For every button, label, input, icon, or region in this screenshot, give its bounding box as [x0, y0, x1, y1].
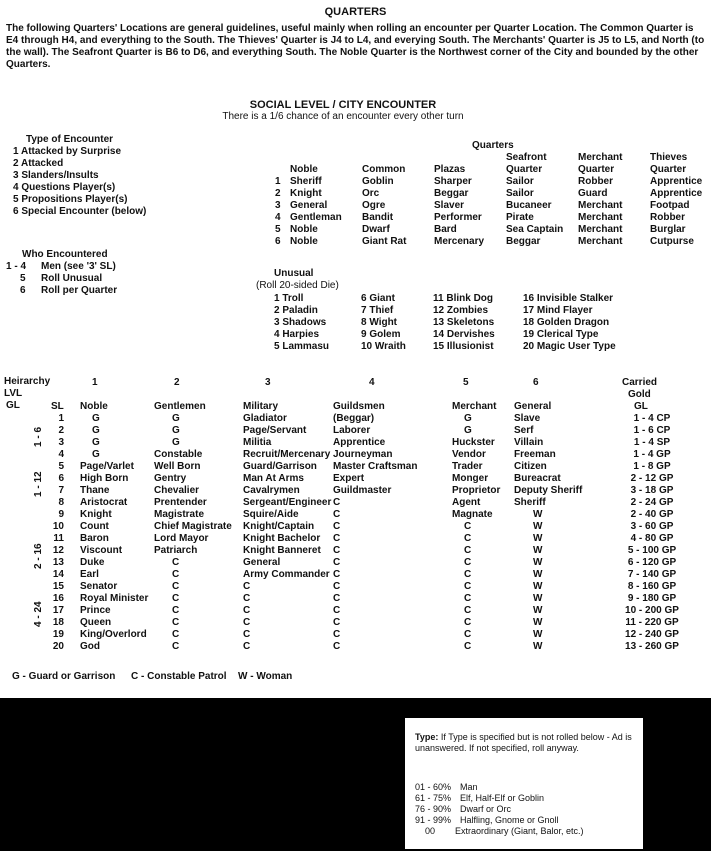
quarters-cell: Noble — [290, 224, 318, 235]
carried-gold: 5 - 100 GP — [627, 545, 677, 556]
quarters-column-header: Noble — [290, 164, 318, 175]
hierarchy-cell: W — [533, 569, 543, 580]
hierarchy-cell: Count — [80, 521, 109, 532]
hierarchy-column-number: 5 — [463, 377, 469, 388]
encounter-type-item: 4 Questions Player(s) — [13, 182, 116, 193]
quarters-roll: 6 — [275, 236, 281, 247]
hierarchy-cell: Prentender — [154, 497, 207, 508]
unusual-item: 5 Lammasu — [274, 341, 330, 352]
quarters-cell: Beggar — [506, 236, 541, 247]
type-desc: Dwarf or Orc — [460, 804, 512, 814]
quarters-column-header: Merchant — [578, 152, 623, 163]
hierarchy-cell: Vendor — [452, 449, 486, 460]
hierarchy-cell: C — [464, 593, 472, 604]
sl-label: SL — [51, 401, 64, 412]
hierarchy-cell: Senator — [80, 581, 118, 592]
quarters-cell: Dwarf — [362, 224, 390, 235]
hierarchy-cell: General — [243, 557, 281, 568]
hierarchy-cell: Thane — [80, 485, 110, 496]
page-title: QUARTERS — [324, 6, 387, 18]
quarters-cell: Robber — [650, 212, 685, 223]
hierarchy-cell: Gladiator — [243, 413, 287, 424]
hierarchy-cell: C — [333, 629, 341, 640]
carried-gold: 11 - 220 GP — [625, 617, 679, 628]
carried-gold: 2 - 24 GP — [630, 497, 674, 508]
unusual-item: 20 Magic User Type — [523, 341, 616, 352]
quarters-cell: Beggar — [434, 188, 469, 199]
hierarchy-cell: Knight/Captain — [243, 521, 315, 532]
hierarchy-cell: C — [172, 641, 180, 652]
hierarchy-cell: W — [533, 617, 543, 628]
quarters-roll: 3 — [275, 200, 281, 211]
quarters-cell: Merchant — [578, 236, 623, 247]
type-desc: Extraordinary (Giant, Balor, etc.) — [455, 826, 584, 836]
hierarchy-cell: C — [243, 605, 251, 616]
quarters-cell: Bard — [434, 224, 457, 235]
hierarchy-cell: Bureacrat — [514, 473, 561, 484]
hierarchy-cell: C — [172, 629, 180, 640]
carried-gold: 1 - 8 GP — [633, 461, 671, 472]
social-level: 15 — [52, 581, 64, 592]
quarters-cell: Knight — [290, 188, 322, 199]
social-level: 7 — [58, 485, 64, 496]
hierarchy-cell: C — [464, 533, 472, 544]
hierarchy-cell: W — [533, 533, 543, 544]
quarters-column-header: Thieves — [650, 152, 688, 163]
hierarchy-label: Heirarchy — [4, 376, 51, 387]
carried-gold: 3 - 60 GP — [630, 521, 674, 532]
hierarchy-cell: Lord Mayor — [154, 533, 209, 544]
carried-gold: 12 - 240 GP — [625, 629, 679, 640]
gl-group-label: 1 - 6 — [33, 426, 44, 447]
social-level: 13 — [52, 557, 64, 568]
hierarchy-cell: C — [333, 533, 341, 544]
quarters-column-header: Quarter — [650, 164, 687, 175]
hierarchy-cell: G — [172, 437, 180, 448]
type-box — [405, 718, 643, 849]
hierarchy-cell: Earl — [80, 569, 99, 580]
hierarchy-cell: C — [333, 581, 341, 592]
type-range: 00 — [425, 826, 436, 836]
hierarchy-cell: Guard/Garrison — [243, 461, 317, 472]
carried-label-3: GL — [634, 401, 648, 412]
carried-gold: 1 - 4 SP — [633, 437, 671, 448]
quarters-cell: Performer — [434, 212, 482, 223]
hierarchy-cell: C — [243, 617, 251, 628]
who-encountered-heading: Who Encountered — [22, 249, 108, 260]
carried-gold: 3 - 18 GP — [630, 485, 674, 496]
type-of-encounter-heading: Type of Encounter — [26, 134, 114, 145]
hierarchy-cell: C — [172, 593, 180, 604]
encounter-type-item: 6 Special Encounter (below) — [13, 206, 147, 217]
hierarchy-cell: Page/Varlet — [80, 461, 134, 472]
social-level: 1 — [58, 413, 64, 424]
hierarchy-cell: Chief Magistrate — [154, 521, 232, 532]
hierarchy-cell: Knight Bachelor — [243, 533, 321, 544]
type-range: 61 - 75% — [415, 793, 452, 803]
unusual-item: 3 Shadows — [274, 317, 327, 328]
hierarchy-cell: Duke — [80, 557, 105, 568]
carried-label-2: Gold — [628, 389, 651, 400]
hierarchy-cell: C — [333, 545, 341, 556]
hierarchy-cell: C — [172, 617, 180, 628]
quarters-cell: Pirate — [506, 212, 534, 223]
quarters-cell: Burglar — [650, 224, 686, 235]
hierarchy-cell: Master Craftsman — [333, 461, 418, 472]
hierarchy-cell: King/Overlord — [80, 629, 147, 640]
hierarchy-cell: Patriarch — [154, 545, 198, 556]
hierarchy-cell: Deputy Sheriff — [514, 485, 583, 496]
quarters-cell: Merchant — [578, 224, 623, 235]
hierarchy-cell: Agent — [452, 497, 481, 508]
type-range: 01 - 60% — [415, 782, 452, 792]
hierarchy-cell: C — [172, 605, 180, 616]
hierarchy-cell: C — [464, 569, 472, 580]
quarters-cell: Sheriff — [290, 176, 322, 187]
type-box-label: Type: — [415, 732, 439, 742]
gl-group-label: 2 - 16 — [33, 543, 44, 569]
quarters-cell: Apprentice — [650, 176, 703, 187]
hierarchy-cell: Citizen — [514, 461, 547, 472]
hierarchy-cell: Chevalier — [154, 485, 200, 496]
hierarchy-cell: Apprentice — [333, 437, 386, 448]
unusual-subheading: (Roll 20-sided Die) — [256, 280, 339, 291]
quarters-column-header: Quarter — [506, 164, 543, 175]
social-level: 19 — [52, 629, 64, 640]
hierarchy-cell: W — [533, 593, 543, 604]
social-level: 3 — [58, 437, 64, 448]
social-level: 8 — [58, 497, 64, 508]
hierarchy-cell: Serf — [514, 425, 534, 436]
carried-gold: 4 - 80 GP — [630, 533, 674, 544]
hierarchy-cell: Proprietor — [452, 485, 501, 496]
quarters-cell: Orc — [362, 188, 380, 199]
hierarchy-cell: C — [464, 545, 472, 556]
hierarchy-cell: C — [464, 641, 472, 652]
quarters-cell: Goblin — [362, 176, 394, 187]
quarters-cell: General — [290, 200, 328, 211]
hierarchy-cell: W — [533, 605, 543, 616]
hierarchy-cell: W — [533, 581, 543, 592]
hierarchy-cell: Cavalrymen — [243, 485, 300, 496]
hierarchy-column-name: Military — [243, 401, 279, 412]
social-level: 9 — [58, 509, 64, 520]
quarters-cell: Merchant — [578, 212, 623, 223]
quarters-roll: 1 — [275, 176, 281, 187]
hierarchy-cell: C — [333, 605, 341, 616]
unusual-item: 13 Skeletons — [433, 317, 495, 328]
unusual-item: 8 Wight — [361, 317, 398, 328]
unusual-item: 7 Thief — [361, 305, 394, 316]
quarters-cell: Bandit — [362, 212, 394, 223]
quarters-cell: Merchant — [578, 200, 623, 211]
hierarchy-cell: Guildmaster — [333, 485, 392, 496]
hierarchy-cell: W — [533, 545, 543, 556]
type-desc: Man — [460, 782, 478, 792]
hierarchy-cell: Royal Minister — [80, 593, 149, 604]
hierarchy-cell: Sergeant/Engineer — [243, 497, 332, 508]
hierarchy-cell: Expert — [333, 473, 365, 484]
type-range: 76 - 90% — [415, 804, 452, 814]
who-encountered-text: Roll Unusual — [41, 273, 103, 284]
hierarchy-cell: Freeman — [514, 449, 556, 460]
unusual-item: 11 Blink Dog — [433, 293, 494, 304]
quarters-cell: Apprentice — [650, 188, 703, 199]
hierarchy-cell: C — [172, 557, 180, 568]
quarters-cell: Bucaneer — [506, 200, 552, 211]
social-heading: SOCIAL LEVEL / CITY ENCOUNTER — [249, 99, 437, 111]
hierarchy-cell: High Born — [80, 473, 129, 484]
carried-gold: 1 - 4 CP — [633, 413, 671, 424]
carried-gold: 2 - 40 GP — [630, 509, 674, 520]
unusual-item: 16 Invisible Stalker — [523, 293, 614, 304]
unusual-item: 9 Golem — [361, 329, 401, 340]
who-encountered-roll: 6 — [20, 285, 26, 296]
gl-group-label: 1 - 12 — [33, 471, 44, 497]
unusual-heading: Unusual — [274, 268, 314, 279]
hierarchy-column-name: Guildsmen — [333, 401, 385, 412]
carried-gold: 1 - 6 CP — [633, 425, 671, 436]
unusual-item: 18 Golden Dragon — [523, 317, 610, 328]
hierarchy-cell: C — [464, 617, 472, 628]
encounter-type-item: 1 Attacked by Surprise — [13, 146, 122, 157]
hierarchy-cell: Trader — [452, 461, 483, 472]
quarters-roll: 4 — [275, 212, 281, 223]
carried-gold: 10 - 200 GP — [625, 605, 679, 616]
quarters-heading: Quarters — [472, 140, 514, 151]
carried-gold: 2 - 12 GP — [630, 473, 674, 484]
hierarchy-cell: Baron — [80, 533, 109, 544]
carried-gold: 6 - 120 GP — [627, 557, 677, 568]
hierarchy-cell: Viscount — [80, 545, 123, 556]
unusual-item: 12 Zombies — [433, 305, 489, 316]
carried-gold: 9 - 180 GP — [627, 593, 677, 604]
hierarchy-cell: Knight — [80, 509, 112, 520]
gl-group-label: 4 - 24 — [33, 601, 44, 627]
hierarchy-cell: Journeyman — [333, 449, 393, 460]
quarters-cell: Noble — [290, 236, 318, 247]
carried-label-1: Carried — [622, 377, 658, 388]
hierarchy-cell: G — [92, 437, 100, 448]
unusual-item: 1 Troll — [274, 293, 304, 304]
hierarchy-cell: G — [92, 449, 100, 460]
hierarchy-cell: G — [464, 413, 472, 424]
social-level: 10 — [52, 521, 64, 532]
hierarchy-cell: C — [464, 581, 472, 592]
hierarchy-cell: Slave — [514, 413, 541, 424]
unusual-item: 2 Paladin — [274, 305, 318, 316]
social-level: 20 — [52, 641, 64, 652]
social-level: 17 — [52, 605, 64, 616]
social-level: 2 — [58, 425, 64, 436]
legend-item: W - Woman — [238, 671, 293, 682]
hierarchy-cell: Magistrate — [154, 509, 205, 520]
hierarchy-cell: C — [333, 521, 341, 532]
hierarchy-cell: W — [533, 629, 543, 640]
hierarchy-column-name: General — [514, 401, 552, 412]
hierarchy-cell: C — [464, 557, 472, 568]
hierarchy-cell: Villain — [514, 437, 544, 448]
hierarchy-cell: Prince — [80, 605, 111, 616]
hierarchy-cell: G — [92, 425, 100, 436]
hierarchy-cell: C — [333, 569, 341, 580]
legend-item: C - Constable Patrol — [131, 671, 227, 682]
unusual-item: 17 Mind Flayer — [523, 305, 593, 316]
hierarchy-cell: Magnate — [452, 509, 493, 520]
unusual-item: 10 Wraith — [361, 341, 406, 352]
hierarchy-cell: W — [533, 509, 543, 520]
encounter-type-item: 3 Slanders/Insults — [13, 170, 99, 181]
who-encountered-text: Men (see '3' SL) — [41, 261, 116, 272]
hierarchy-cell: C — [243, 641, 251, 652]
quarters-cell: Ogre — [362, 200, 386, 211]
encounter-type-item: 5 Propositions Player(s) — [13, 194, 128, 205]
hierarchy-cell: C — [333, 557, 341, 568]
hierarchy-cell: Monger — [452, 473, 489, 484]
carried-gold: 13 - 260 GP — [625, 641, 679, 652]
hierarchy-cell: C — [243, 581, 251, 592]
hierarchy-cell: Laborer — [333, 425, 371, 436]
quarters-cell: Sea Captain — [506, 224, 564, 235]
hierarchy-cell: Constable — [154, 449, 203, 460]
hierarchy-column-name: Noble — [80, 401, 108, 412]
hierarchy-cell: God — [80, 641, 100, 652]
who-encountered-roll: 1 - 4 — [6, 261, 27, 272]
quarters-roll: 5 — [275, 224, 281, 235]
quarters-cell: Giant Rat — [362, 236, 407, 247]
hierarchy-cell: C — [333, 593, 341, 604]
hierarchy-cell: G — [172, 425, 180, 436]
social-level: 5 — [58, 461, 64, 472]
quarters-column-header: Common — [362, 164, 406, 175]
quarters-column-header: Plazas — [434, 164, 466, 175]
quarters-roll: 2 — [275, 188, 281, 199]
hierarchy-cell: Sheriff — [514, 497, 546, 508]
hierarchy-cell: Squire/Aide — [243, 509, 299, 520]
hierarchy-cell: Huckster — [452, 437, 495, 448]
quarters-intro: The following Quarters' Locations are general guidelines, useful mainly when rolling an encounter per Quarter Location. The Common Quarter is E4 through H4, and everything to the South. The Thieves' Quarter is J4 to L4, and everying South. The Merchants' Quarter is J5 to L5, and North (to the wall). The Seafront Quarter is B6 to D6, and everything South. The Noble Quarter is the Northwest corner of the City and bounded by the other Quarters. — [6, 23, 705, 70]
quarters-cell: Footpad — [650, 200, 690, 211]
unusual-item: 6 Giant — [361, 293, 395, 304]
hierarchy-cell: G — [464, 425, 472, 436]
hierarchy-column-number: 3 — [265, 377, 271, 388]
hierarchy-cell: W — [533, 641, 543, 652]
carried-gold: 1 - 4 GP — [633, 449, 671, 460]
type-desc: Elf, Half-Elf or Goblin — [460, 793, 545, 803]
hierarchy-cell: Recruit/Mercenary — [243, 449, 331, 460]
hierarchy-cell: Man At Arms — [243, 473, 304, 484]
hierarchy-cell: W — [533, 557, 543, 568]
social-level: 11 — [53, 533, 64, 544]
hierarchy-cell: C — [172, 581, 180, 592]
hierarchy-cell: Gentry — [154, 473, 187, 484]
hierarchy-column-name: Merchant — [452, 401, 497, 412]
gl-label: GL — [6, 400, 20, 411]
quarters-cell: Guard — [578, 188, 608, 199]
hierarchy-cell: C — [333, 509, 341, 520]
hierarchy-cell: Queen — [80, 617, 112, 628]
type-desc: Halfling, Gnome or Gnoll — [460, 815, 559, 825]
social-level: 6 — [58, 473, 64, 484]
hierarchy-cell: C — [464, 629, 472, 640]
quarters-cell: Cutpurse — [650, 236, 694, 247]
hierarchy-column-number: 2 — [174, 377, 180, 388]
social-level: 14 — [52, 569, 64, 580]
hierarchy-cell: Page/Servant — [243, 425, 307, 436]
quarters-column-header: Seafront — [506, 152, 547, 163]
unusual-item: 19 Clerical Type — [523, 329, 599, 340]
quarters-cell: Sailor — [506, 176, 534, 187]
hierarchy-cell: G — [172, 413, 180, 424]
social-level: 4 — [58, 449, 64, 460]
hierarchy-cell: Well Born — [154, 461, 201, 472]
hierarchy-cell: Aristocrat — [80, 497, 128, 508]
hierarchy-cell: G — [92, 413, 100, 424]
type-box-note — [415, 732, 637, 754]
unusual-item: 14 Dervishes — [433, 329, 495, 340]
hierarchy-cell: C — [243, 593, 251, 604]
who-encountered-text: Roll per Quarter — [41, 285, 118, 296]
unusual-item: 15 Illusionist — [433, 341, 494, 352]
hierarchy-cell: (Beggar) — [333, 413, 375, 424]
hierarchy-cell: C — [172, 569, 180, 580]
quarters-cell: Sharper — [434, 176, 472, 187]
hierarchy-cell: Army Commander — [243, 569, 330, 580]
type-range: 91 - 99% — [415, 815, 452, 825]
hierarchy-column-number: 1 — [92, 377, 98, 388]
hierarchy-cell: C — [243, 629, 251, 640]
hierarchy-cell: Knight Banneret — [243, 545, 321, 556]
hierarchy-cell: C — [464, 605, 472, 616]
who-encountered-roll: 5 — [20, 273, 26, 284]
hierarchy-cell: C — [464, 521, 472, 532]
type-box-text: If Type is specified but is not rolled below - Ad is unanswered. If not specified, roll anyway. — [415, 732, 632, 753]
quarters-cell: Sailor — [506, 188, 534, 199]
hierarchy-cell: C — [333, 497, 341, 508]
hierarchy-cell: Militia — [243, 437, 272, 448]
quarters-cell: Mercenary — [434, 236, 485, 247]
social-subheading: There is a 1/6 chance of an encounter every other turn — [222, 111, 464, 122]
social-level: 12 — [52, 545, 64, 556]
legend-item: G - Guard or Garrison — [12, 671, 116, 682]
quarters-column-header: Quarter — [578, 164, 615, 175]
lvl-label: LVL — [4, 388, 23, 399]
hierarchy-column-number: 6 — [533, 377, 539, 388]
unusual-item: 4 Harpies — [274, 329, 320, 340]
quarters-cell: Slaver — [434, 200, 465, 211]
quarters-cell: Robber — [578, 176, 613, 187]
hierarchy-column-name: Gentlemen — [154, 401, 206, 412]
encounter-type-item: 2 Attacked — [13, 158, 64, 169]
hierarchy-cell: W — [533, 521, 543, 532]
hierarchy-cell: C — [333, 641, 341, 652]
hierarchy-cell: C — [333, 617, 341, 628]
quarters-cell: Gentleman — [290, 212, 342, 223]
hierarchy-column-number: 4 — [369, 377, 375, 388]
carried-gold: 7 - 140 GP — [627, 569, 677, 580]
social-level: 16 — [52, 593, 64, 604]
carried-gold: 8 - 160 GP — [627, 581, 677, 592]
social-level: 18 — [52, 617, 64, 628]
